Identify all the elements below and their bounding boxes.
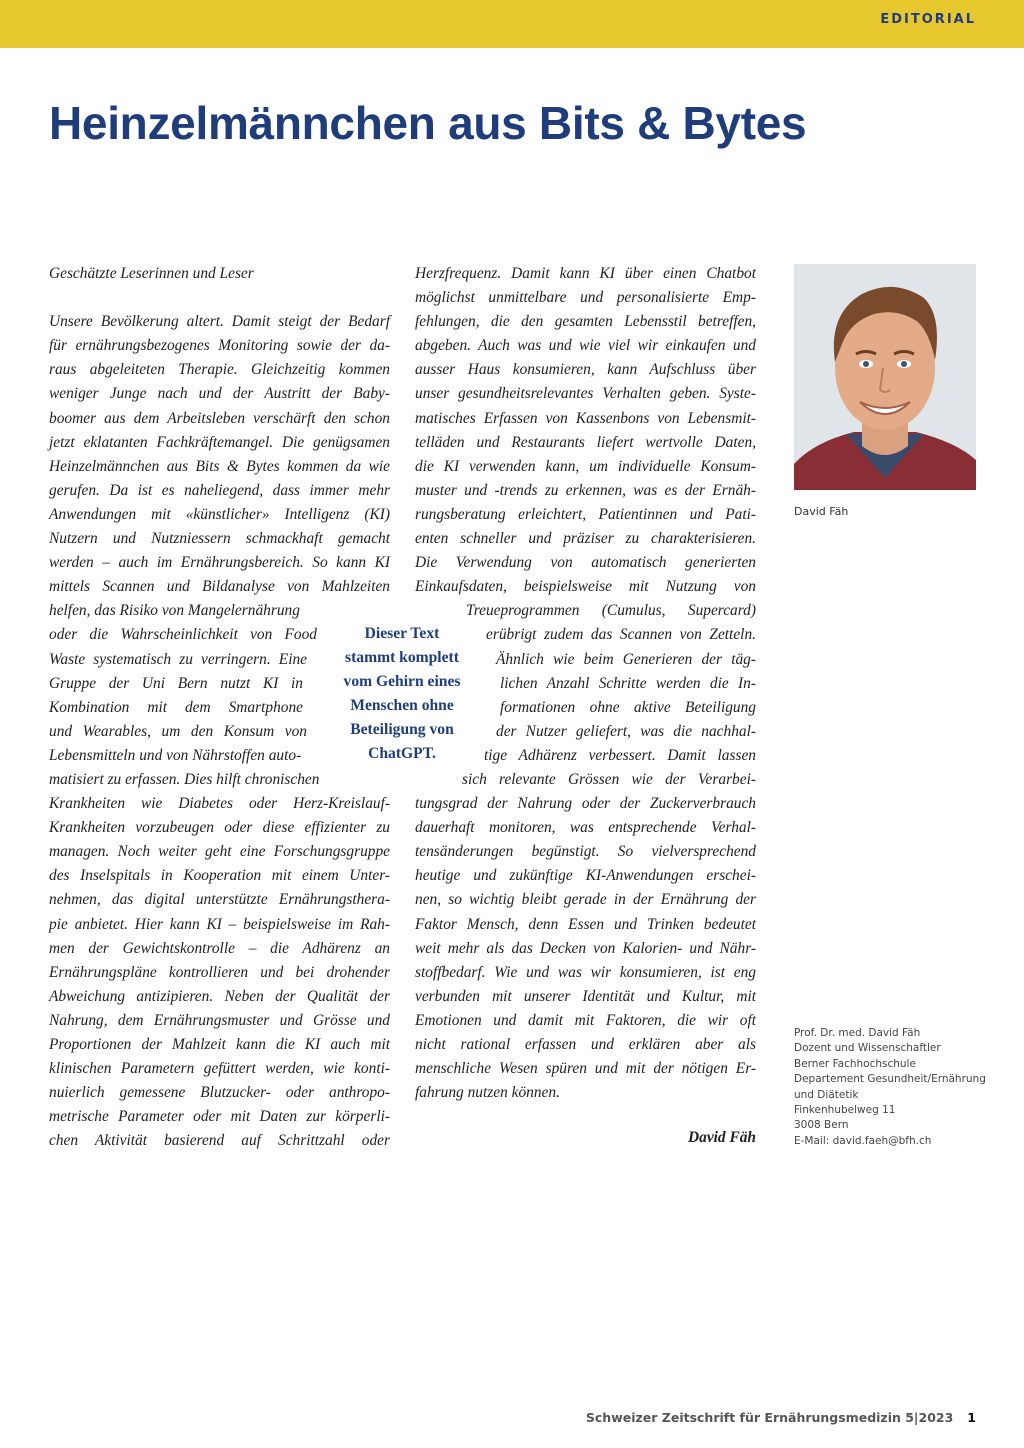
- page-number: 1: [967, 1410, 976, 1425]
- l1-20: Krankheiten wie Diabetes oder Herz-Kreislauf-: [49, 795, 390, 813]
- l2-32: nicht rational erfassen und erklären aber als: [415, 1036, 756, 1053]
- pull-quote-line: Menschen ohne: [350, 697, 454, 715]
- l2-3: abgeben. Auch was und wie viel wir einkaufen und: [415, 337, 756, 355]
- l1-22: managen. Noch weiter geht eine Forschungsgruppe: [49, 843, 390, 861]
- l2-10: rungsberatung erleichtert, Patientinnen und Pati-: [415, 505, 756, 523]
- l2-23: dauerhaft monitoren, was entsprechende Verhal-: [415, 819, 756, 837]
- l1-8: Anwendungen mit «künstlicher» Intelligenz (KI): [49, 505, 390, 523]
- l2-7: telläden und Restaurants liefert wertvolle Daten,: [415, 433, 756, 451]
- l1-15: Gruppe der Uni Bern nutzt KI in: [49, 674, 303, 692]
- l1-28: Abweichung antizipieren. Neben der Qualität der: [49, 987, 390, 1005]
- l2-34: fahrung nutzen können.: [415, 1084, 560, 1102]
- article-title: Heinzelmännchen aus Bits & Bytes: [49, 97, 807, 149]
- l1-1: für ernährungsbezogenes Monitoring sowie der da-: [49, 337, 390, 355]
- l2-25: heutige und zukünftige KI-Anwendungen erschei-: [415, 867, 756, 885]
- l2-11: enten schneller und präziser zu charakterisieren.: [415, 530, 756, 548]
- l1-18: Lebensmitteln und von Nährstoffen auto-: [49, 746, 302, 764]
- l2-30: verbunden mit unserer Identität und Kultur, mit: [415, 987, 756, 1005]
- contact-line: und Diätetik: [794, 1088, 859, 1101]
- l2-22: tungsgrad der Nahrung oder der Zuckerverbrauch: [415, 795, 756, 813]
- l2-4: ausser Haus konsumieren, kann Aufschluss über: [415, 361, 756, 379]
- l2-16: Ähnlich wie beim Generieren der täg-: [496, 650, 756, 668]
- l2-19: der Nutzer geliefert, was die nachhal-: [496, 722, 756, 740]
- contact-line: Finkenhubelweg 11: [794, 1104, 896, 1117]
- l1-5: jetzt eklatanten Fachkräftemangel. Die genügsamen: [49, 433, 390, 451]
- l2-33: menschliche Wesen spüren und mit der nötigen Er-: [415, 1060, 756, 1078]
- pull-quote-line: vom Gehirn eines: [343, 673, 461, 691]
- l2-17: lichen Anzahl Schritte werden die In-: [500, 674, 756, 692]
- l1-16: Kombination mit dem Smartphone: [49, 698, 303, 716]
- l1-30: Proportionen der Mahlzeit kann die KI auch mit: [49, 1036, 390, 1053]
- l1-33: metrische Parameter oder mit Daten zur körperli-: [49, 1108, 390, 1126]
- page-footer: [586, 1410, 976, 1425]
- pull-quote: [330, 622, 474, 767]
- author-contact: [794, 1026, 994, 1149]
- contact-line: 3008 Bern: [794, 1119, 849, 1132]
- l2-29: stoffbedarf. Wie und was wir konsumieren, ist eng: [415, 963, 756, 981]
- l1-10: werden – auch im Ernährungsbereich. So kann KI: [49, 554, 390, 572]
- l2-1: möglichst unmittelbare und personalisierte Emp-: [415, 289, 756, 307]
- photo-caption: David Fäh: [794, 505, 849, 518]
- l1-29: Nahrung, dem Ernährungsmuster und Grösse und: [49, 1011, 390, 1029]
- l2-15: erübrigt zudem das Scannen von Zetteln.: [486, 626, 756, 644]
- l2-0: Herzfrequenz. Damit kann KI über einen Chatbot: [415, 265, 756, 282]
- l2-21: sich relevante Grössen wie der Verarbei-: [462, 770, 756, 788]
- contact-line: Departement Gesundheit/Ernährung: [794, 1073, 986, 1086]
- l1-32: nuierlich gemessene Blutzucker- oder anthropo-: [49, 1084, 390, 1102]
- l2-2: fehlungen, die den gesamten Lebensstil betreffen,: [415, 313, 756, 331]
- author-signature: David Fäh: [688, 1129, 756, 1146]
- section-label: EDITORIAL: [880, 12, 976, 27]
- l1-27: Ernährungspläne kontrollieren und bei drohender: [49, 963, 390, 981]
- l1-23: des Inselspitals in Kooperation mit einem Unter-: [49, 867, 390, 885]
- l1-6: Heinzelmännchen aus Bits & Bytes kommen da wie: [49, 457, 390, 475]
- l1-7: gerufen. Da ist es naheliegend, dass immer mehr: [49, 481, 390, 499]
- l1-4: boomer aus dem Arbeitsleben verschärft den schon: [49, 409, 390, 427]
- l2-13: Einkaufsdaten, beispielsweise mit Nutzung von: [415, 578, 756, 596]
- l1-26: men der Gewichtskontrolle – die Adhärenz an: [49, 939, 390, 957]
- pull-quote-line: ChatGPT.: [368, 745, 436, 763]
- l1-12: helfen, das Risiko von Mangelernährung: [49, 602, 300, 620]
- contact-line: Berner Fachhochschule: [794, 1057, 916, 1070]
- l1-24: nehmen, das digital unterstützte Ernährungsthera-: [49, 891, 390, 909]
- l2-9: muster und -trends zu erkennen, was es der Ernäh-: [415, 481, 756, 499]
- l2-28: weit mehr als das Decken von Kalorien- und Nähr-: [415, 939, 756, 957]
- l2-8: die KI verwenden kann, um individuelle Konsum-: [415, 457, 756, 475]
- contact-line: Prof. Dr. med. David Fäh: [794, 1027, 921, 1039]
- l2-31: Emotionen und damit mit Faktoren, die wir oft: [415, 1011, 756, 1029]
- author-portrait-icon: [794, 264, 976, 490]
- l2-20: tige Adhärenz verbessert. Damit lassen: [484, 746, 756, 764]
- l2-26: nen, so wichtig bleibt gerade in der Ernährung der: [415, 891, 756, 909]
- l1-34: chen Aktivität basierend auf Schrittzahl oder: [49, 1132, 390, 1150]
- l2-12: Die Verwendung von automatisch generierten: [415, 554, 756, 572]
- author-photo: [794, 264, 976, 490]
- l1-31: klinischen Parametern gefüttert werden, wie konti-: [49, 1060, 390, 1078]
- journal-name: Schweizer Zeitschrift für Ernährungsmedizin 5|2023: [585, 1410, 954, 1425]
- salutation: Geschätzte Leserinnen und Leser: [49, 265, 254, 282]
- pull-quote-line: Dieser Text: [364, 625, 440, 642]
- l1-0: Unsere Bevölkerung altert. Damit steigt der Bedarf: [49, 313, 390, 331]
- l1-13: oder die Wahrscheinlichkeit von Food: [49, 626, 317, 644]
- l1-3: weniger Junge nach und der Austritt der Baby-: [49, 385, 390, 403]
- contact-line: Dozent und Wissenschaftler: [794, 1042, 941, 1055]
- l1-9: Nutzern und Nutzniessern schmackhaft gemacht: [49, 530, 390, 548]
- contact-email[interactable]: E-Mail: david.faeh@bfh.ch: [794, 1134, 932, 1147]
- pull-quote-line: Beteiligung von: [350, 721, 454, 739]
- l2-14: Treueprogrammen (Cumulus, Supercard): [466, 602, 756, 620]
- l1-14: Waste systematisch zu verringern. Eine: [49, 650, 307, 668]
- header-bar: [0, 0, 1024, 48]
- l2-6: matisches Erfassen von Kassenbons von Lebensmit-: [415, 409, 756, 427]
- pull-quote-line: stammt komplett: [345, 649, 459, 667]
- l1-25: pie anbietet. Hier kann KI – beispielsweise im Rah-: [49, 915, 390, 933]
- l1-19: matisiert zu erfassen. Dies hilft chronischen: [49, 770, 320, 788]
- l1-11: mittels Scannen und Bildanalyse von Mahlzeiten: [49, 578, 390, 596]
- l1-21: Krankheiten vorzubeugen oder diese effizienter zu: [49, 819, 390, 837]
- l1-17: und Wearables, um den Konsum von: [49, 722, 307, 740]
- l2-27: Faktor Mensch, denn Essen und Trinken bedeutet: [415, 915, 756, 933]
- l2-18: formationen ohne aktive Beteiligung: [500, 698, 756, 716]
- l2-24: tensänderungen begünstigt. So vielversprechend: [415, 843, 756, 861]
- l2-5: unser gesundheitsrelevantes Verhalten geben. Syste-: [415, 385, 756, 403]
- l1-2: raus abgeleiteten Therapie. Gleichzeitig kommen: [49, 361, 390, 379]
